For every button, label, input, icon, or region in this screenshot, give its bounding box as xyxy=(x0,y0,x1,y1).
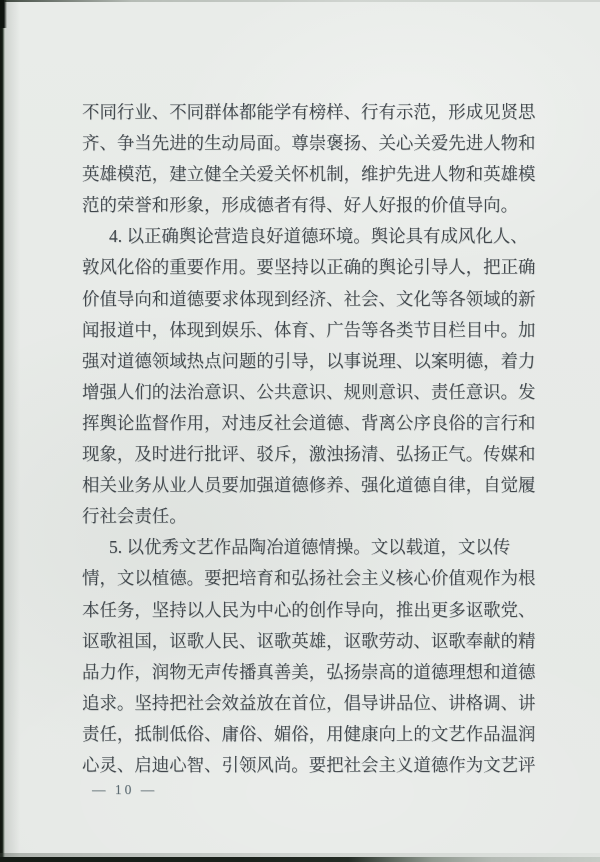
text-line-paragraph-4-start: 4. 以正确舆论营造良好道德环境。舆论具有成风化人、 xyxy=(109,226,528,247)
text-line: 心灵、启迪心智、引领风尚。要把社会主义道德作为文艺评 xyxy=(82,754,536,775)
document-body xyxy=(82,97,538,781)
text-line: 挥舆论监督作用，对违反社会道德、背离公序良俗的言行和 xyxy=(82,412,536,433)
text-line: 闻报道中，体现到娱乐、体育、广告等各类节目栏目中。加 xyxy=(82,319,536,340)
text-line: 责任，抵制低俗、庸俗、媚俗，用健康向上的文艺作品温润 xyxy=(82,723,536,744)
scan-edge-top xyxy=(0,0,600,2)
text-line: 敦风化俗的重要作用。要坚持以正确的舆论引导人，把正确 xyxy=(82,257,536,278)
text-line: 相关业务从业人员要加强道德修养、强化道德自律，自觉履 xyxy=(82,475,536,496)
page-number: — 10 — xyxy=(92,782,158,797)
text-line: 英雄模范，建立健全关爱关怀机制，维护先进人物和英雄模 xyxy=(82,164,536,185)
text-line: 增强人们的法治意识、公共意识、规则意识、责任意识。发 xyxy=(82,381,536,402)
scan-left-shadow xyxy=(4,0,20,862)
text-line: 现象，及时进行批评、驳斥，激浊扬清、弘扬正气。传媒和 xyxy=(82,444,536,465)
text-line: 强对道德领域热点问题的引导，以事说理、以案明德，着力 xyxy=(82,350,536,371)
scan-edge-bottom xyxy=(0,857,600,862)
text-line-paragraph-5-start: 5. 以优秀文艺作品陶冶道德情操。文以载道，文以传 xyxy=(109,537,511,558)
scan-edge-left xyxy=(0,0,5,862)
text-line: 范的荣誉和形象，形成德者有得、好人好报的价值导向。 xyxy=(82,195,519,216)
scan-corner-top-left xyxy=(0,0,7,28)
text-line: 追求。坚持把社会效益放在首位，倡导讲品位、讲格调、讲 xyxy=(82,692,536,713)
text-line: 本任务，坚持以人民为中心的创作导向，推出更多讴歌党、 xyxy=(82,599,536,620)
text-line: 品力作，润物无声传播真善美，弘扬崇高的道德理想和道德 xyxy=(82,661,536,682)
text-line: 情，文以植德。要把培育和弘扬社会主义核心价值观作为根 xyxy=(82,568,536,589)
text-line: 齐、争当先进的生动局面。尊崇褒扬、关心关爱先进人物和 xyxy=(82,133,536,154)
text-line: 价值导向和道德要求体现到经济、社会、文化等各领域的新 xyxy=(82,288,536,309)
text-line: 行社会责任。 xyxy=(82,506,187,527)
text-line: 讴歌祖国，讴歌人民、讴歌英雄，讴歌劳动、讴歌奉献的精 xyxy=(82,630,536,651)
text-line: 不同行业、不同群体都能学有榜样、行有示范，形成见贤思 xyxy=(82,102,536,122)
